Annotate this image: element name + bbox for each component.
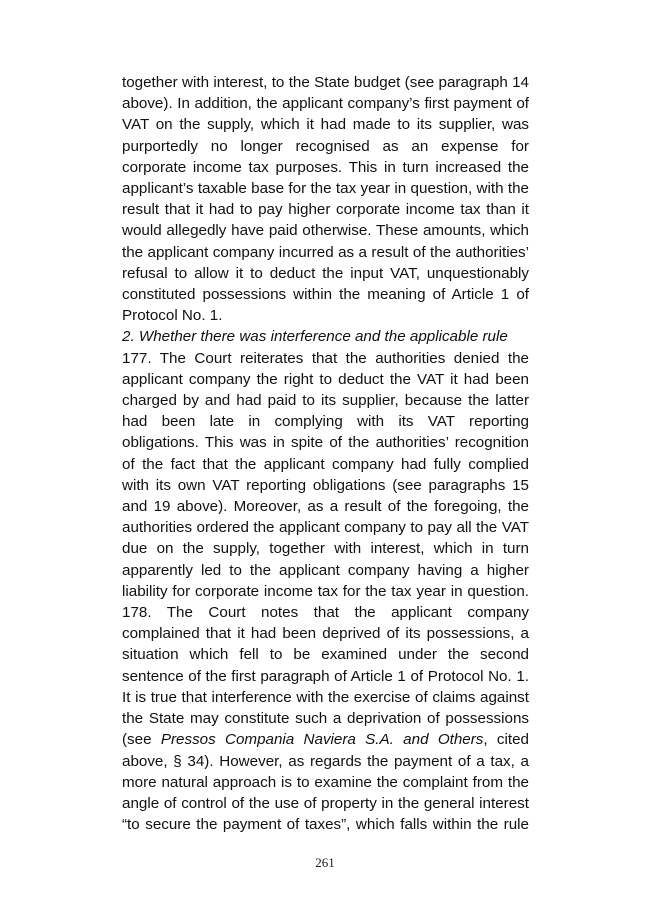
paragraph-177: 177. The Court reiterates that the authorities denied the applicant company the right to deduct the VAT it had been charged by and had paid to its supplier, because the latter had been late in complying with its VAT reporting obligations. This was in spite of the authorities’ recognition of the fact that the applicant company had fully complied with its own VAT reporting obligations (see paragraphs 15 and 19 above). Moreover, as a result of the foregoing, the authorities ordered the applicant company to pay all the VAT due on the supply, together with interest, which in turn apparently led to the applicant company having a higher liability for corporate income tax for the tax year in question. — [122, 349, 529, 600]
paragraph-continuation: together with interest, to the State budget (see paragraph 14 above). In addition, the applicant company’s first payment of VAT on the supply, which it had made to its supplier, was purportedly no longer recognised as an expense for corporate income tax purposes. This in turn increased the applicant’s taxable base for the tax year in question, with the result that it had to pay higher corporate income tax than it would allegedly have paid otherwise. These amounts, which the applicant company incurred as a result of the authorities’ refusal to allow it to deduct the input VAT, unquestionably constituted possessions within the meaning of Article 1 of Protocol No. 1. — [122, 74, 529, 325]
page-number: 261 — [315, 855, 335, 870]
case-citation: Pressos Compania Naviera S.A. and Others — [160, 731, 484, 749]
paragraph-178-part-2: , cited above, § 34). However, as regards the payment of a tax, a more natural approach is to examine the complaint from the angle of control of the use of property in the general interest “to secure the payment of taxes”, which falls within the rule — [122, 731, 530, 834]
paragraph-178 — [122, 602, 529, 835]
body-text — [122, 72, 529, 835]
paragraph-178-part-1: 178. The Court notes that the applicant company complained that it had been deprived of its possessions, a situation which fell to be examined under the second sentence of the first paragraph of Article 1 of Protocol No. 1. It is true that interference with the exercise of claims against the State may constitute such a deprivation of possessions (see — [122, 604, 529, 749]
section-heading: 2. Whether there was interference and the applicable rule — [122, 328, 508, 346]
